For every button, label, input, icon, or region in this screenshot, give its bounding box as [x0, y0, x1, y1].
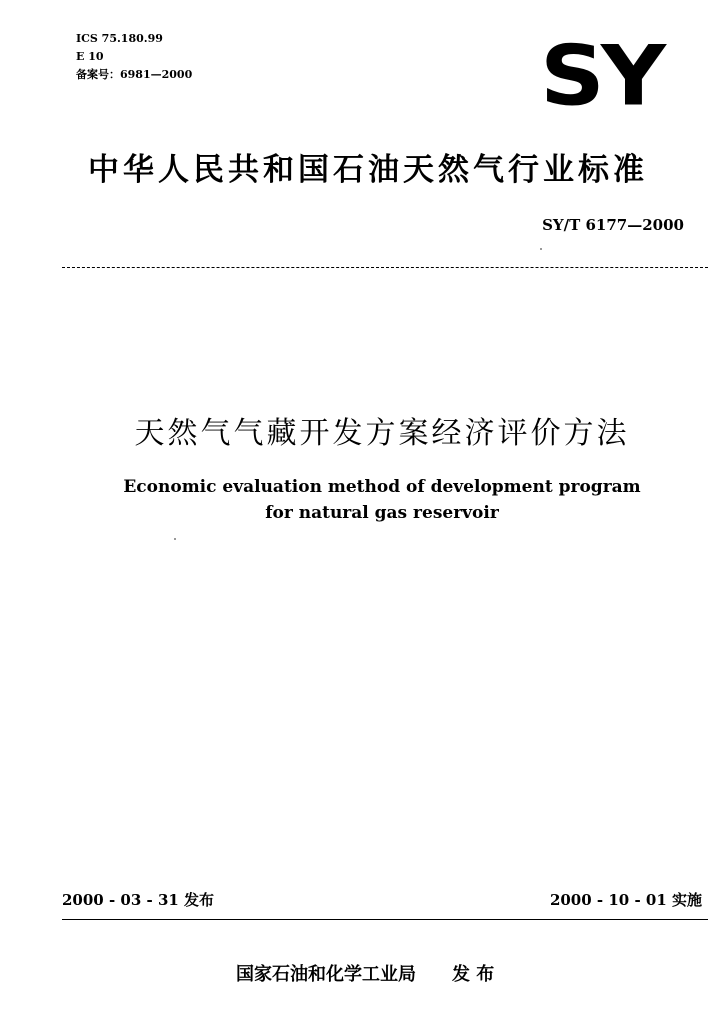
document-title-english — [0, 474, 724, 526]
issue-date: 2000 - 03 - 31 发布 — [62, 891, 215, 909]
scan-speck — [174, 538, 176, 540]
document-title-chinese: 天然气气藏开发方案经济评价方法 — [134, 416, 630, 451]
classification-code: E 10 — [76, 50, 104, 63]
scan-speck — [540, 248, 542, 250]
effective-date: 2000 - 10 - 01 实施 — [549, 891, 702, 909]
issuer-name: 国家石油和化学工业局 — [236, 964, 416, 985]
issuing-authority — [236, 960, 494, 986]
title-english-line-2: for natural gas reservoir — [265, 503, 499, 523]
industry-standard-heading: 中华人民共和国石油天然气行业标准 — [88, 152, 648, 188]
issuer-action: 发 布 — [452, 964, 495, 985]
record-number: 备案号：6981—2000 — [76, 68, 193, 81]
header-divider — [62, 267, 708, 268]
sy-logo: SY — [540, 28, 662, 125]
title-english-line-1: Economic evaluation method of development program — [123, 477, 641, 497]
ics-code: ICS 75.180.99 — [76, 32, 163, 45]
document-metadata — [76, 30, 192, 84]
footer-divider — [62, 919, 708, 920]
standard-number: SY/T 6177—2000 — [542, 216, 684, 234]
